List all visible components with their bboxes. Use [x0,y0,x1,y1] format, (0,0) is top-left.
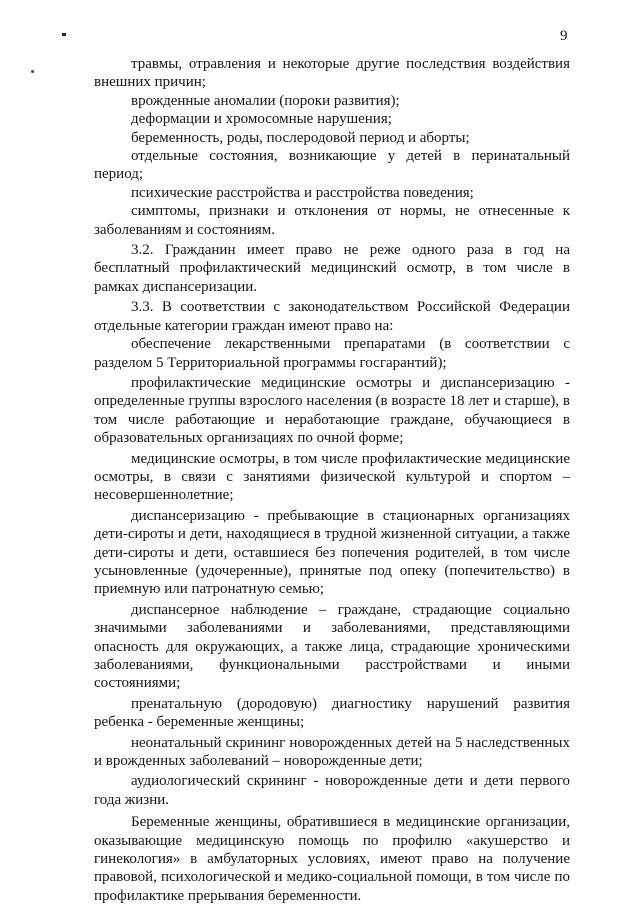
paragraph: неонатальный скрининг новорожденных детей на 5 наследственных и врожденных заболеваний – новорожденные дети; [94,734,570,770]
scan-speck [62,33,66,36]
paragraph: деформации и хромосомные нарушения; [131,111,392,128]
paragraph: Беременные женщины, обратившиеся в медицинские организации, оказывающие медицинскую помощь по профилю «акушерство и гинекология» в амбулаторных условиях, имеют право на получение правовой, психологической и медико-социальной помощи, в том числе по профилактике прерывания беременности. [94,814,570,904]
page-number: 9 [560,28,568,44]
paragraph: обеспечение лекарственными препаратами (в соответствии с разделом 5 Территориальной программы госгарантий); [94,336,570,371]
paragraph: травмы, отравления и некоторые другие последствия воздействия внешних причин; [94,56,570,91]
body-text [94,55,570,905]
paragraph: пренатальную (дородовую) диагностику нарушений развития ребенка - беременные женщины; [94,695,570,731]
paragraph: диспансеризацию - пребывающие в стационарных организациях дети-сироты и дети, находящиеся в трудной жизненной ситуации, а также дети-сироты и дети, оставшиеся без попечения родителей, в том числе усыновленные (удочеренные), принятые под опеку (попечительство) в приемную или патронатную семью; [94,507,570,598]
paragraph: 3.2. Гражданин имеет право не реже одного раза в год на бесплатный профилактический медицинский осмотр, в том числе в рамках диспансеризации. [94,242,570,295]
paragraph: профилактические медицинские осмотры и диспансеризацию - определенные группы взрослого населения (в возрасте 18 лет и старше), в том числе работающие и неработающие граждане, обучающиеся в образовательных организациях по очной форме; [94,374,570,447]
paragraph: беременность, роды, послеродовой период и аборты; [131,129,470,146]
paragraph: отдельные состояния, возникающие у детей в перинатальный период; [94,148,570,183]
paragraph: медицинские осмотры, в том числе профилактические медицинские осмотры, в связи с занятиями физической культурой и спортом – несовершеннолетние; [94,450,570,504]
paragraph: психические расстройства и расстройства поведения; [131,184,474,201]
paragraph: врожденные аномалии (пороки развития); [131,92,400,109]
paragraph: симптомы, признаки и отклонения от нормы, не отнесенные к заболеваниям и состояниям. [94,203,570,238]
paragraph: 3.3. В соответствии с законодательством Российской Федерации отдельные категории граждан имеют право на: [94,299,570,334]
paragraph: диспансерное наблюдение – граждане, страдающие социально значимыми заболеваниями и заболеваниями, представляющими опасность для окружающих, а также лица, страдающие хроническими заболеваниями, функциональными расстройствами и иными состояниями; [94,601,570,692]
paragraph: аудиологический скрининг - новорожденные дети и дети первого года жизни. [94,773,570,808]
scan-speck [31,70,34,73]
